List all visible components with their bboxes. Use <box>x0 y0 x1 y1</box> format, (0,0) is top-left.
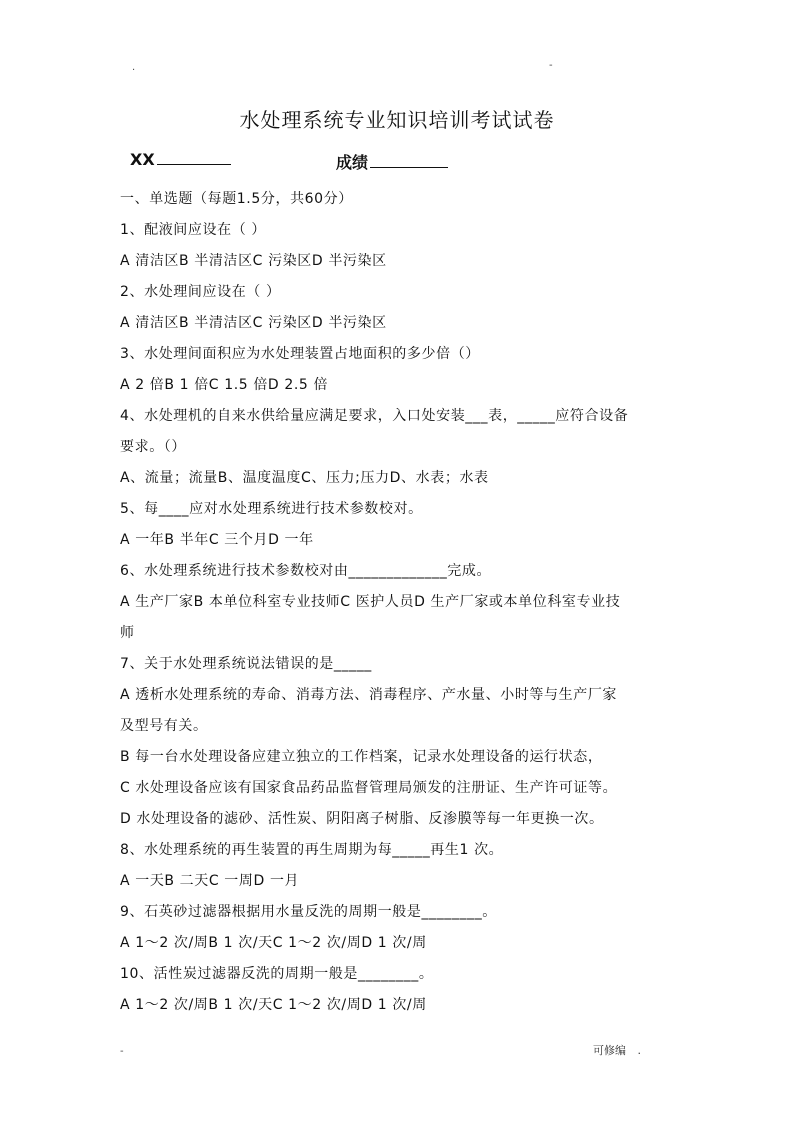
footer-dot: . <box>637 1044 641 1057</box>
name-blank <box>157 150 231 165</box>
bottom-left-mark: - <box>120 1046 124 1057</box>
text-line: A 1～2 次/周B 1 次/天C 1～2 次/周D 1 次/周 <box>120 935 427 951</box>
footer-note <box>593 1042 641 1058</box>
top-right-mark: - <box>549 60 553 71</box>
text-line: 9、石英砂过滤器根据用水量反洗的周期一般是________。 <box>120 904 497 920</box>
name-label: XX <box>130 150 155 169</box>
text-line: 10、活性炭过滤器反洗的周期一般是________。 <box>120 966 434 982</box>
text-line: 要求。（） <box>120 439 186 455</box>
text-line: 及型号有关。 <box>120 718 208 734</box>
text-line: 8、水处理系统的再生装置的再生周期为每_____再生1 次。 <box>120 842 504 858</box>
text-line: 5、每____应对水处理系统进行技术参数校对。 <box>120 501 423 517</box>
text-line: A 透析水处理系统的寿命、消毒方法、消毒程序、产水量、小时等与生产厂家 <box>120 687 618 703</box>
text-line: 师 <box>120 625 135 641</box>
text-line: 一、单选题（每题1.5分，共60分） <box>120 191 353 207</box>
text-line: A 清洁区B 半清洁区C 污染区D 半污染区 <box>120 315 387 331</box>
score-field <box>336 150 448 173</box>
text-line: C 水处理设备应该有国家食品药品监督管理局颁发的注册证、生产许可证等。 <box>120 780 618 796</box>
score-blank <box>370 153 448 168</box>
name-field <box>130 150 231 169</box>
text-line: A 2 倍B 1 倍C 1.5 倍D 2.5 倍 <box>120 377 329 393</box>
score-label: 成绩 <box>336 153 369 172</box>
text-line: 1、配液间应设在（ ） <box>120 222 266 238</box>
question-list <box>120 184 680 1021</box>
text-line: 6、水处理系统进行技术参数校对由_____________完成。 <box>120 563 492 579</box>
text-line: A 清洁区B 半清洁区C 污染区D 半污染区 <box>120 253 387 269</box>
text-line: A 一天B 二天C 一周D 一月 <box>120 873 300 889</box>
editable-label: 可修编 <box>593 1044 626 1057</box>
text-line: D 水处理设备的滤砂、活性炭、阴阳离子树脂、反渗膜等每一年更换一次。 <box>120 811 604 827</box>
text-line: A 1～2 次/周B 1 次/天C 1～2 次/周D 1 次/周 <box>120 997 427 1013</box>
text-line: A 生产厂家B 本单位科室专业技师C 医护人员D 生产厂家或本单位科室专业技 <box>120 594 621 610</box>
text-line: 4、水处理机的自来水供给量应满足要求，入口处安装___表，_____应符合设备 <box>120 408 629 424</box>
text-line: 2、水处理间应设在（ ） <box>120 284 281 300</box>
text-line: B 每一台水处理设备应建立独立的工作档案，记录水处理设备的运行状态， <box>120 749 603 765</box>
text-line: 7、关于水处理系统说法错误的是_____ <box>120 656 372 672</box>
text-line: 3、水处理间面积应为水处理装置占地面积的多少倍（） <box>120 346 480 362</box>
top-left-mark: . <box>132 62 136 73</box>
page-title: 水处理系统专业知识培训考试试卷 <box>239 108 555 132</box>
text-line: A 一年B 半年C 三个月D 一年 <box>120 532 314 548</box>
text-line: A、流量；流量B、温度温度C、压力;压力D、水表；水表 <box>120 470 489 486</box>
